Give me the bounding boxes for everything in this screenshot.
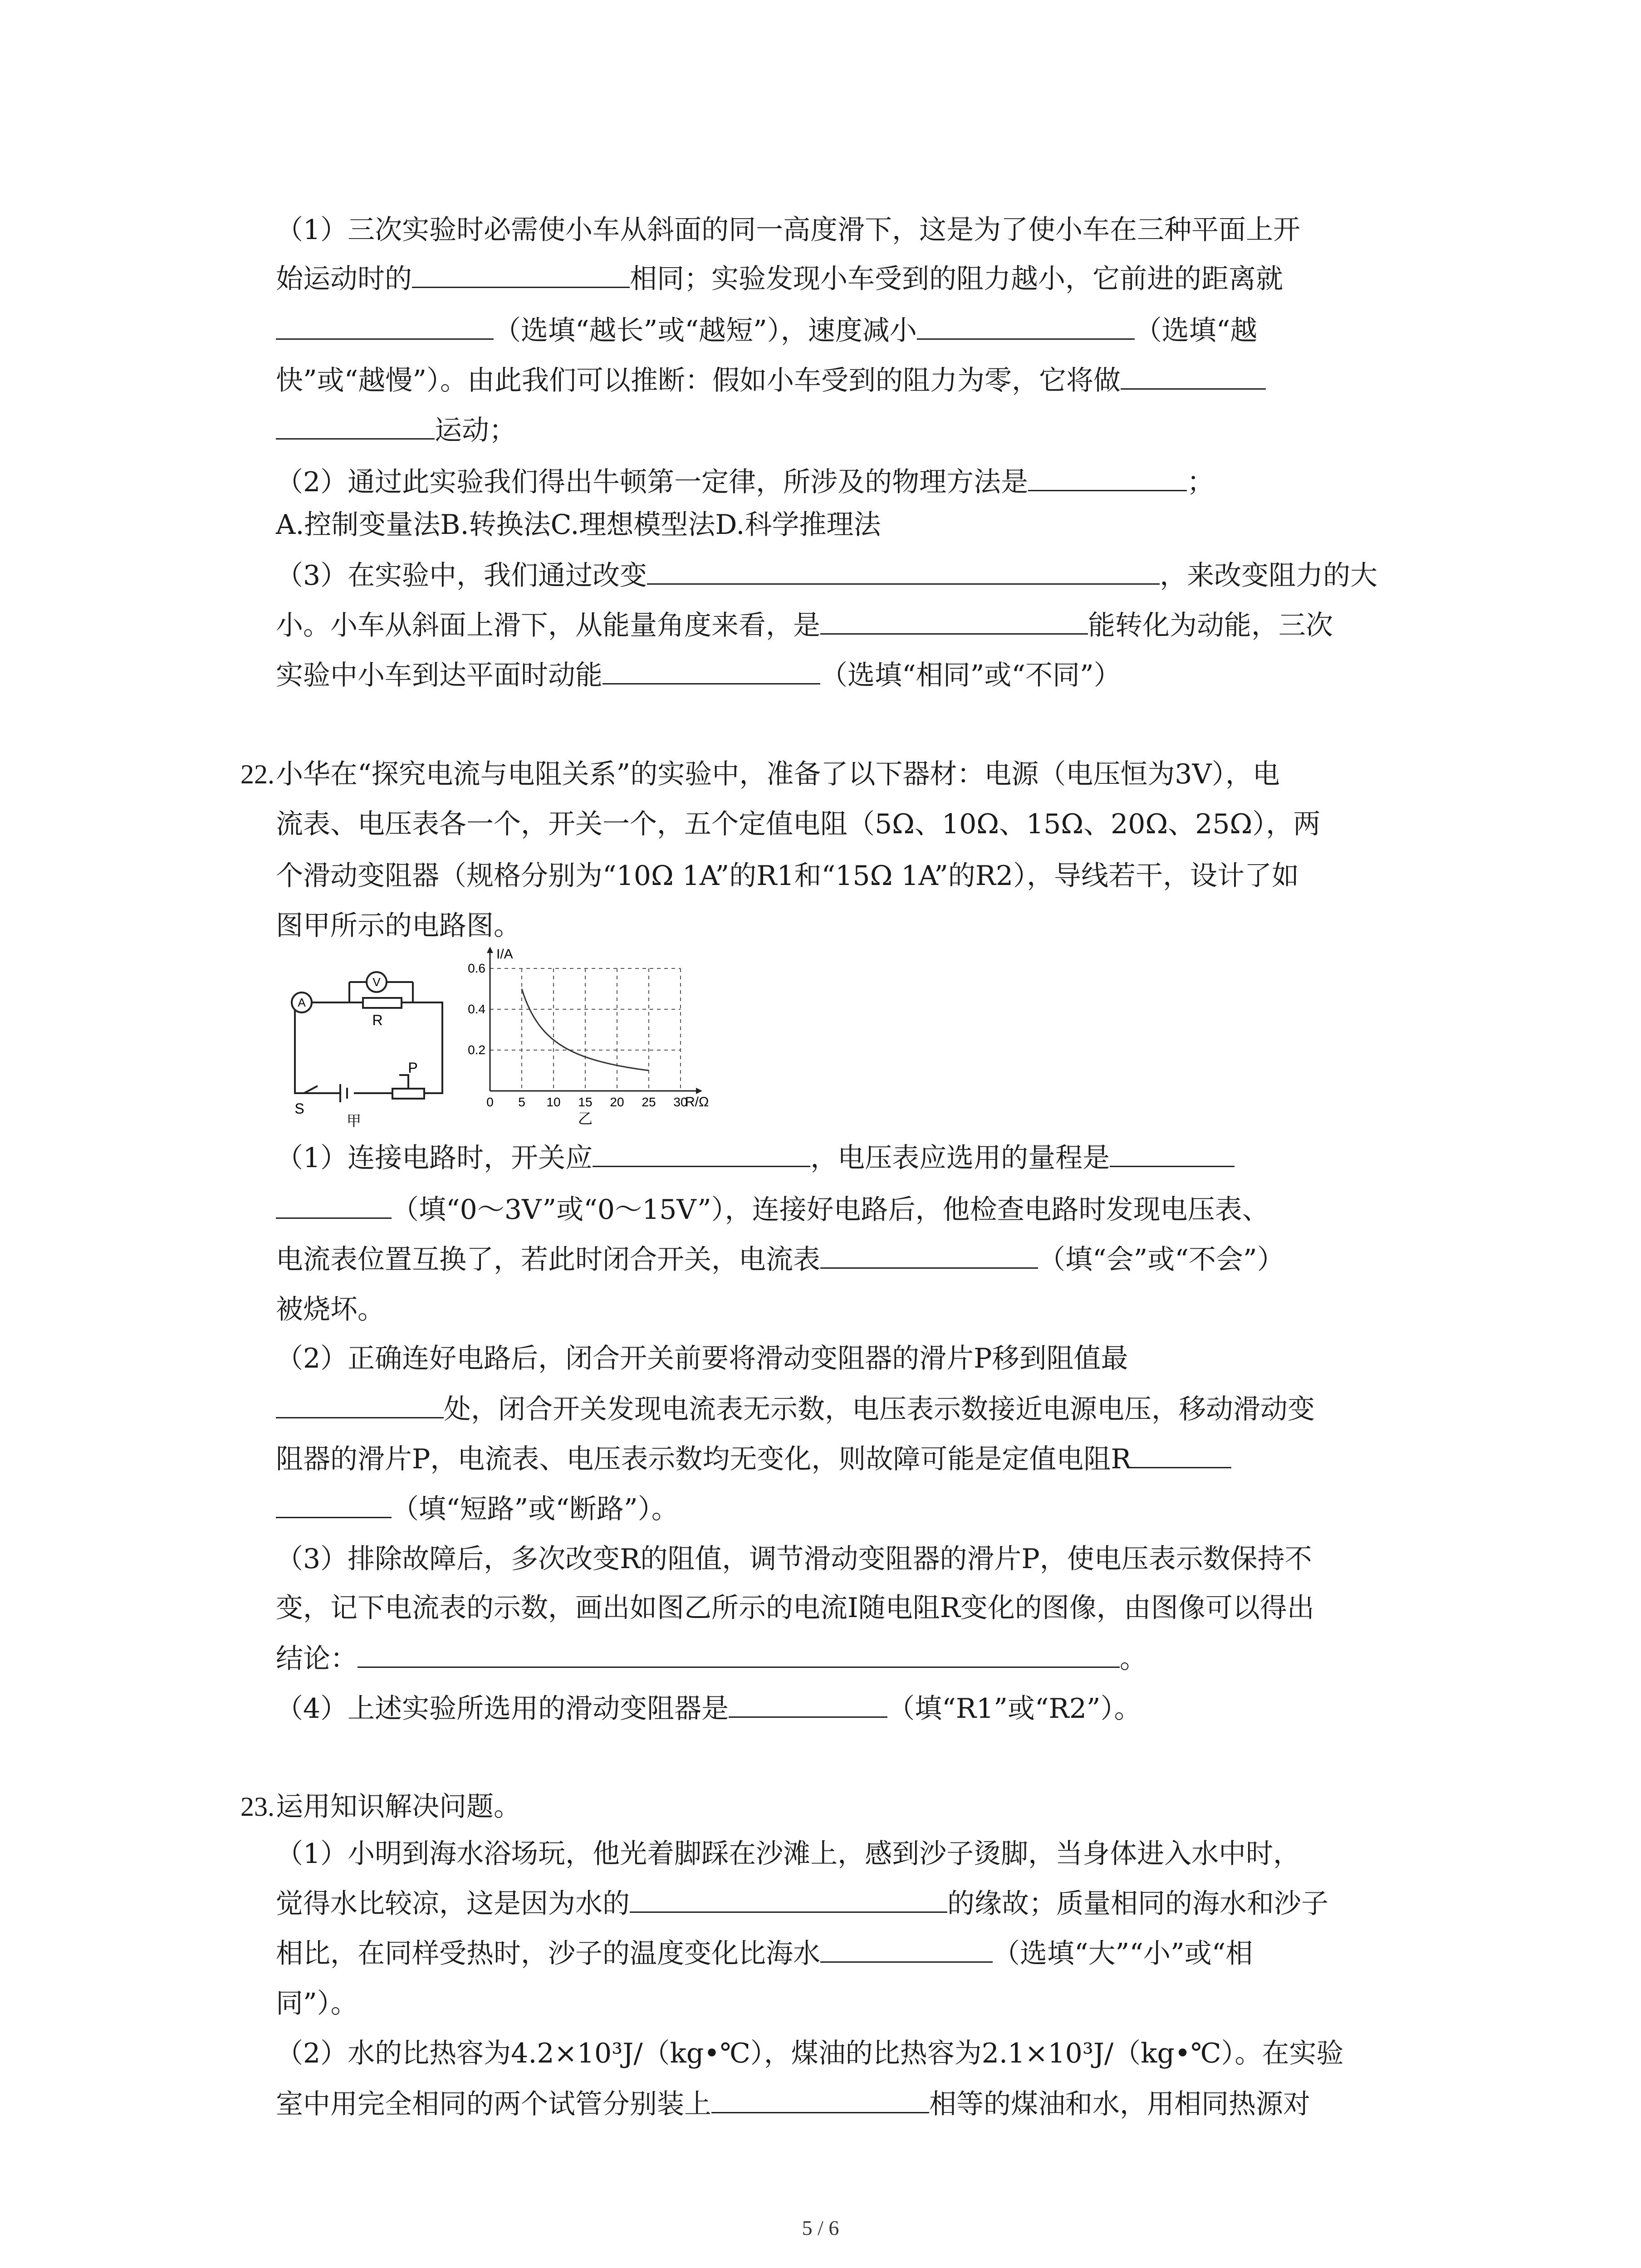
- chart-y-axis-arrow: [487, 947, 493, 953]
- answer-blank[interactable]: [630, 1883, 947, 1913]
- q23-intro: 运用知识解决问题。: [276, 1791, 521, 1823]
- q21-p2-options: A.控制变量法B.转换法C.理想模型法D.科学推理法: [276, 509, 881, 541]
- answer-blank[interactable]: [647, 555, 1160, 585]
- chart-x-axis-label: R/Ω: [685, 1095, 709, 1110]
- q21-p1-line5: 运动；: [276, 410, 516, 451]
- q22-p1-line4: 被烧坏。: [276, 1294, 385, 1325]
- chart-y-tick-label: 0.6: [468, 961, 485, 975]
- current-resistance-chart: [458, 946, 730, 1127]
- answer-blank[interactable]: [276, 310, 494, 340]
- answer-blank[interactable]: [358, 1638, 1120, 1668]
- q22-intro-line2: 流表、电压表各一个，开关一个，五个定值电阻（5Ω、10Ω、15Ω、20Ω、25Ω），两: [276, 808, 1321, 840]
- slider-label: P: [408, 1060, 418, 1076]
- q21-p3-line2: 小。小车从斜面上滑下，从能量角度来看，是 能转化为动能，三次: [276, 605, 1333, 646]
- q22-intro-line1: 小华在“探究电流与电阻关系”的实验中，准备了以下器材：电源（电压恒为3V），电: [276, 758, 1280, 790]
- switch-label: S: [294, 1100, 304, 1117]
- answer-blank[interactable]: [603, 655, 820, 684]
- q22-p2-line3: 阻器的滑片P，电流表、电压表示数均无变化，则故障可能是定值电阻R: [276, 1439, 1231, 1480]
- chart-x-tick-label: 20: [610, 1095, 624, 1109]
- chart-y-tick-label: 0.2: [468, 1043, 485, 1057]
- answer-blank[interactable]: [820, 1933, 993, 1963]
- answer-blank[interactable]: [711, 2084, 929, 2113]
- q22-intro-line4: 图甲所示的电路图。: [276, 910, 521, 942]
- q23-p2-line1: （2）水的比热容为4.2×10³J/（kg•℃），煤油的比热容为2.1×10³J/（kg•℃）。在实验: [276, 2038, 1344, 2069]
- q21-p1-line1: （1）三次实验时必需使小车从斜面的同一高度滑下，这是为了使小车在三种平面上开: [276, 214, 1301, 246]
- chart-caption: 乙: [578, 1110, 593, 1127]
- q22-p3-line3: 结论： 。: [276, 1638, 1147, 1679]
- chart-y-axis-label: I/A: [496, 947, 513, 962]
- q22-p2-line1: （2）正确连好电路后，闭合开关前要将滑动变阻器的滑片P移到阻值最: [276, 1343, 1128, 1374]
- q22-p1-line1: （1）连接电路时，开关应 ，电压表应选用的量程是: [276, 1138, 1234, 1178]
- q21-p1-line4: 快”或“越慢”）。由此我们可以推断：假如小车受到的阻力为零，它将做: [276, 360, 1266, 401]
- q21-p1-line2: 始运动时的 相同；实验发现小车受到的阻力越小，它前进的距离就: [276, 259, 1283, 299]
- q22-p3-line2: 变，记下电流表的示数，画出如图乙所示的电流I随电阻R变化的图像，由图像可以得出: [276, 1592, 1314, 1624]
- chart-x-tick-label: 15: [578, 1095, 593, 1109]
- chart-x-tick-label: 0: [486, 1095, 494, 1109]
- circuit-diagram: [277, 957, 458, 1129]
- answer-blank[interactable]: [1110, 1138, 1234, 1167]
- answer-blank[interactable]: [1132, 1439, 1231, 1468]
- ammeter-symbol: A: [298, 996, 306, 1009]
- question-number: 23.: [240, 1792, 274, 1822]
- chart-x-tick-label: 5: [518, 1095, 525, 1109]
- answer-blank[interactable]: [276, 1489, 392, 1518]
- answer-blank[interactable]: [276, 1189, 392, 1219]
- chart-x-tick-label: 30: [673, 1095, 688, 1109]
- q22-p1-line3: 电流表位置互换了，若此时闭合开关，电流表 （填“会”或“不会”）: [276, 1239, 1284, 1280]
- page-number: 5 / 6: [802, 2216, 839, 2239]
- q23-p1-line3: 相比，在同样受热时，沙子的温度变化比海水 （选填“大”“小”或“相: [276, 1933, 1253, 1974]
- q22-p2-line2: 处，闭合开关发现电流表无示数，电压表示数接近电源电压，移动滑动变: [276, 1389, 1315, 1430]
- circuit-caption: 甲: [346, 1113, 362, 1129]
- chart-y-tick-label: 0.4: [468, 1002, 485, 1016]
- resistor-label: R: [372, 1012, 383, 1028]
- voltmeter-symbol: V: [372, 975, 381, 989]
- q21-p1-line3: （选填“越长”或“越短”），速度减小 （选填“越: [276, 310, 1257, 351]
- chart-x-tick-label: 25: [642, 1095, 656, 1109]
- q22-p2-line4: （填“短路”或“断路”）。: [276, 1489, 679, 1530]
- q22-intro-line3: 个滑动变阻器（规格分别为“10Ω 1A”的R1和“15Ω 1A”的R2），导线若干，设计了如: [276, 860, 1299, 892]
- answer-blank[interactable]: [917, 310, 1135, 340]
- chart-x-axis-arrow: [696, 1088, 702, 1094]
- q23-p1-line4: 同”）。: [276, 1988, 358, 2019]
- q22-p4-line1: （4）上述实验所选用的滑动变阻器是 （填“R1”或“R2”）。: [276, 1688, 1141, 1729]
- answer-blank[interactable]: [1028, 462, 1187, 491]
- answer-blank[interactable]: [593, 1138, 810, 1167]
- question-number: 22.: [240, 759, 274, 789]
- chart-grid: [490, 968, 681, 1091]
- chart-x-tick-label: 10: [546, 1095, 561, 1109]
- q23-p1-line2: 觉得水比较凉，这是因为水的 的缘故；质量相同的海水和沙子: [276, 1883, 1328, 1924]
- q21-p2-line1: （2）通过此实验我们得出牛顿第一定律，所涉及的物理方法是 ；: [276, 462, 1214, 503]
- answer-blank[interactable]: [276, 1389, 444, 1418]
- q23-p1-line1: （1）小明到海水浴场玩，他光着脚踩在沙滩上，感到沙子烫脚，当身体进入水中时，: [276, 1838, 1301, 1870]
- q22-p1-line2: （填“0～3V”或“0～15V”），连接好电路后，他检查电路时发现电压表、: [276, 1189, 1269, 1230]
- q21-p3-line1: （3）在实验中，我们通过改变 ，来改变阻力的大: [276, 555, 1377, 596]
- answer-blank[interactable]: [412, 259, 630, 288]
- answer-blank[interactable]: [820, 1239, 1038, 1269]
- q23-p2-line2: 室中用完全相同的两个试管分别装上 相等的煤油和水，用相同热源对: [276, 2084, 1310, 2125]
- answer-blank[interactable]: [820, 605, 1088, 635]
- chart-ticks: [468, 961, 688, 1109]
- answer-blank[interactable]: [729, 1688, 887, 1718]
- q22-p3-line1: （3）排除故障后，多次改变R的阻值，调节滑动变阻器的滑片P，使电压表示数保持不: [276, 1543, 1312, 1575]
- answer-blank[interactable]: [276, 410, 435, 440]
- answer-blank[interactable]: [1121, 360, 1266, 390]
- q21-p3-line3: 实验中小车到达平面时动能 （选填“相同”或“不同”）: [276, 655, 1121, 696]
